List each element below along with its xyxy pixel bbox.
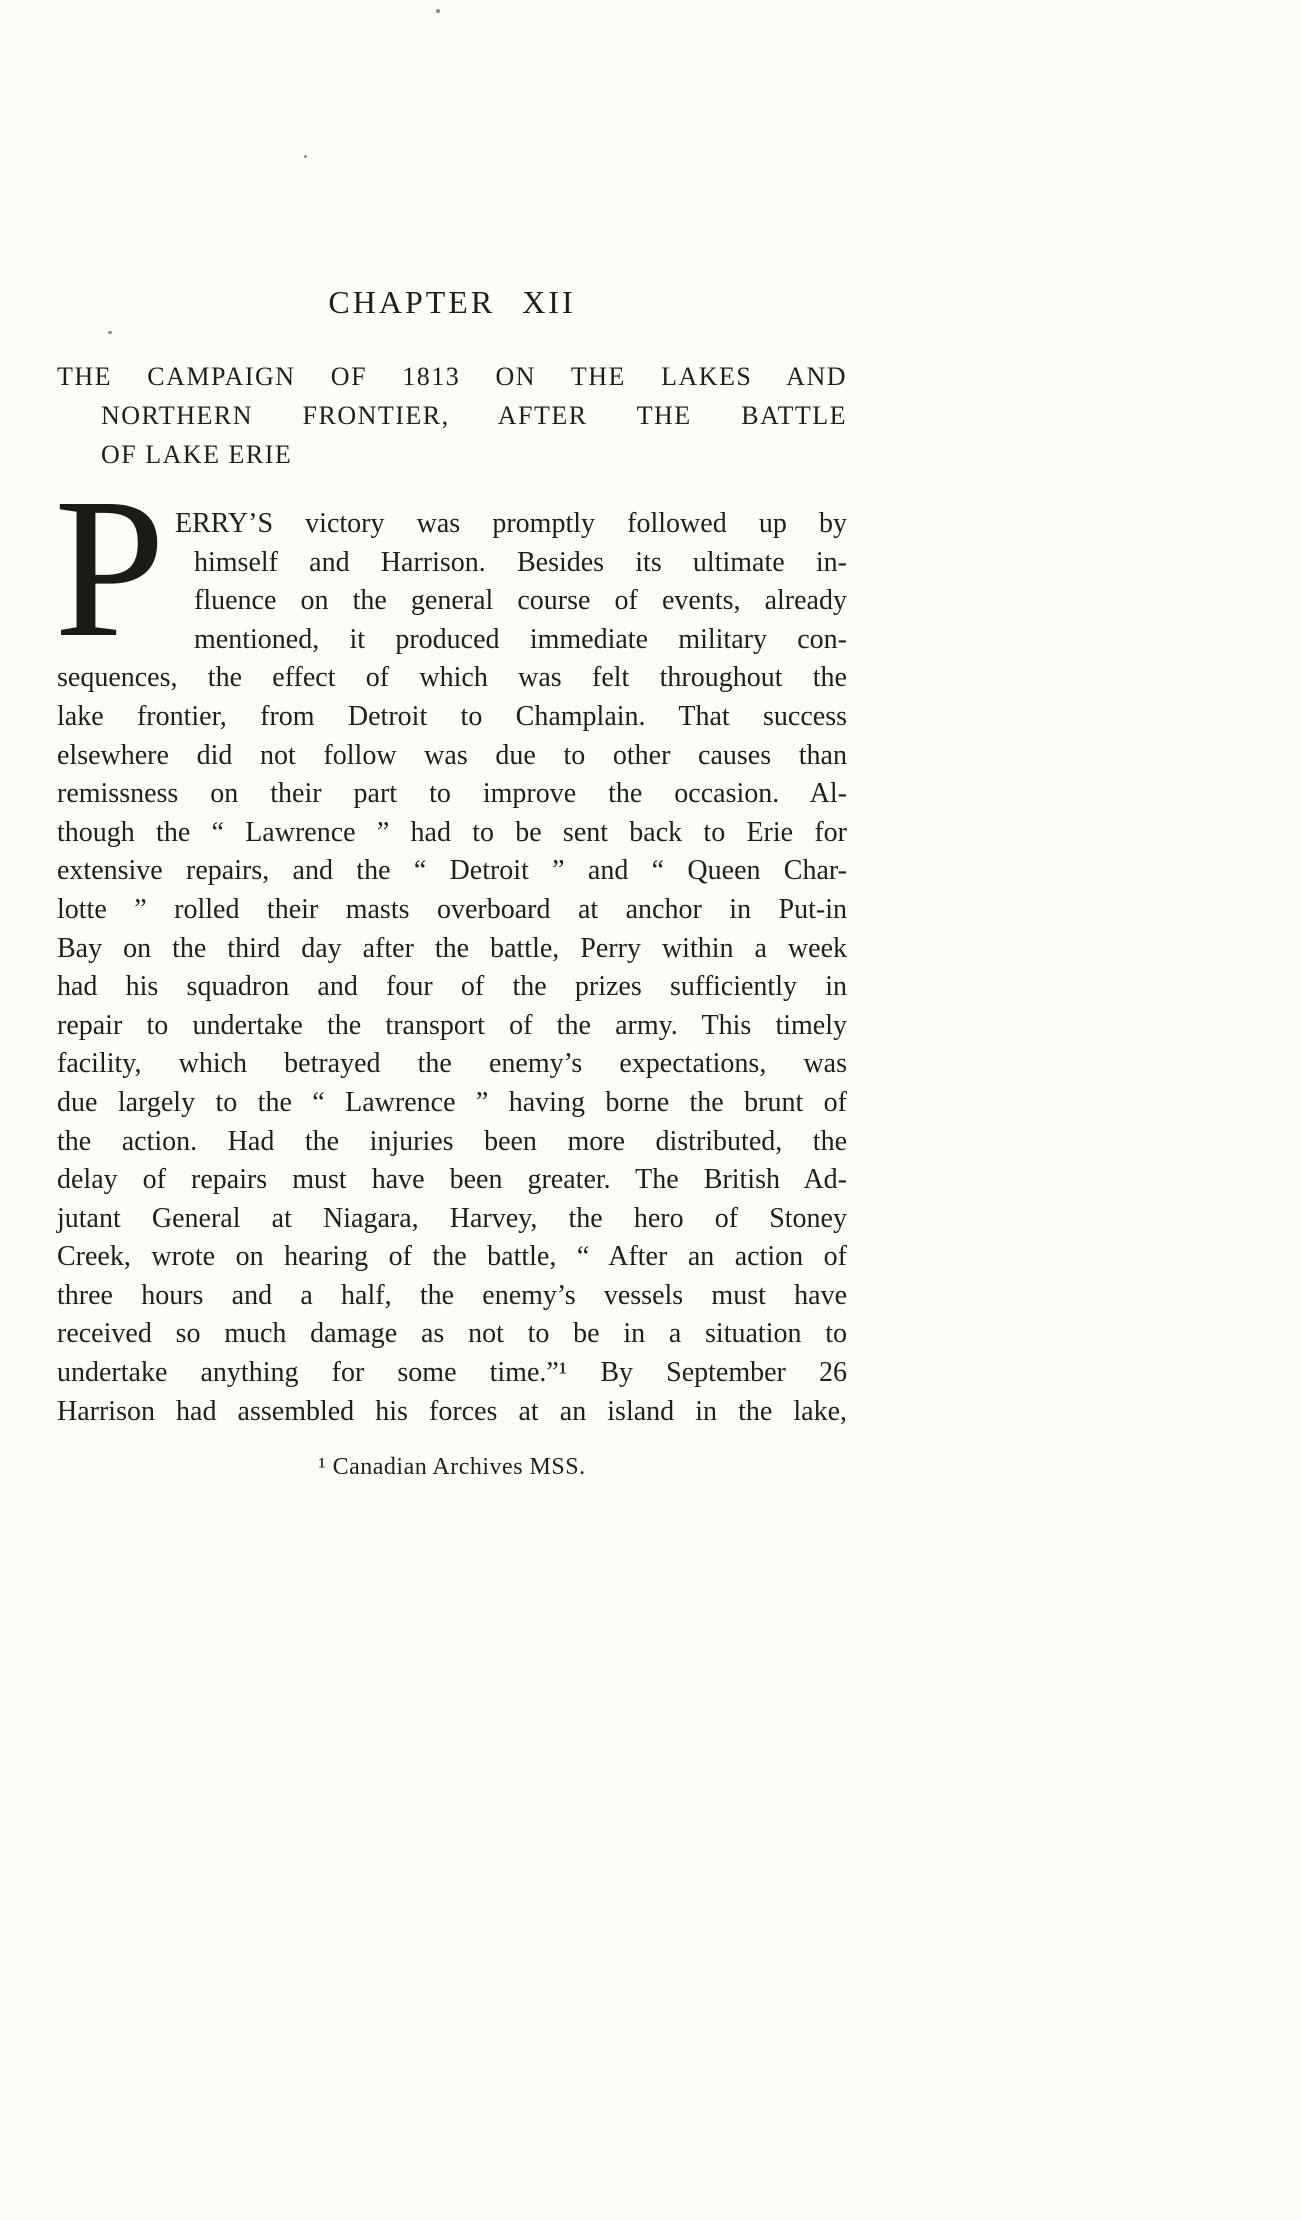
text-line: delay of repairs must have been greater. The British Ad- xyxy=(57,1164,847,1196)
text-line: facility, which betrayed the enemy’s expectations, was xyxy=(57,1048,847,1080)
text-line: ERRY’S victory was promptly followed up by xyxy=(175,508,847,539)
text-line: lotte ” rolled their masts overboard at anchor in Put-in xyxy=(57,893,847,925)
text-line: jutant General at Niagara, Harvey, the hero of Stoney xyxy=(57,1202,847,1234)
text-line: Harrison had assembled his forces at an island in the lake, xyxy=(57,1395,847,1427)
chapter-subtitle xyxy=(57,357,847,474)
text-line: Bay on the third day after the battle, Perry within a week xyxy=(57,932,847,964)
text-line: though the “ Lawrence ” had to be sent back to Erie for xyxy=(57,816,847,848)
text-line: remissness on their part to improve the occasion. Al- xyxy=(57,778,847,810)
text-line: three hours and a half, the enemy’s vessels must have xyxy=(57,1279,847,1311)
text-line: the action. Had the injuries been more distributed, the xyxy=(57,1125,847,1157)
text-line: sequences, the effect of which was felt throughout the xyxy=(57,662,847,694)
chapter-heading: CHAPTER XII xyxy=(328,284,576,320)
subtitle-line: THE CAMPAIGN OF 1813 ON THE LAKES AND xyxy=(57,362,847,391)
text-line: lake frontier, from Detroit to Champlain. That success xyxy=(57,700,847,732)
text-line: received so much damage as not to be in a situation to xyxy=(57,1318,847,1350)
text-line: mentioned, it produced immediate military con- xyxy=(194,623,847,655)
text-line: extensive repairs, and the “ Detroit ” and “ Queen Char- xyxy=(57,855,847,887)
subtitle-line: OF LAKE ERIE xyxy=(101,440,293,469)
text-line: himself and Harrison. Besides its ultimate in- xyxy=(194,546,847,578)
text-line: repair to undertake the transport of the army. This timely xyxy=(57,1009,847,1041)
drop-cap-letter: P xyxy=(54,458,166,679)
subtitle-line: NORTHERN FRONTIER, AFTER THE BATTLE xyxy=(101,401,847,430)
text-line: elsewhere did not follow was due to other causes than xyxy=(57,739,847,771)
text-line: undertake anything for some time.”¹ By September 26 xyxy=(57,1357,847,1389)
body-text xyxy=(54,458,847,1431)
text-line: due largely to the “ Lawrence ” having borne the brunt of xyxy=(57,1086,847,1118)
text-line: Creek, wrote on hearing of the battle, “ After an action of xyxy=(57,1241,847,1273)
text-line: fluence on the general course of events, already xyxy=(194,585,847,617)
text-line: had his squadron and four of the prizes sufficiently in xyxy=(57,971,847,1003)
text-column xyxy=(54,0,847,1481)
footnote: ¹ Canadian Archives MSS. xyxy=(318,1454,586,1481)
